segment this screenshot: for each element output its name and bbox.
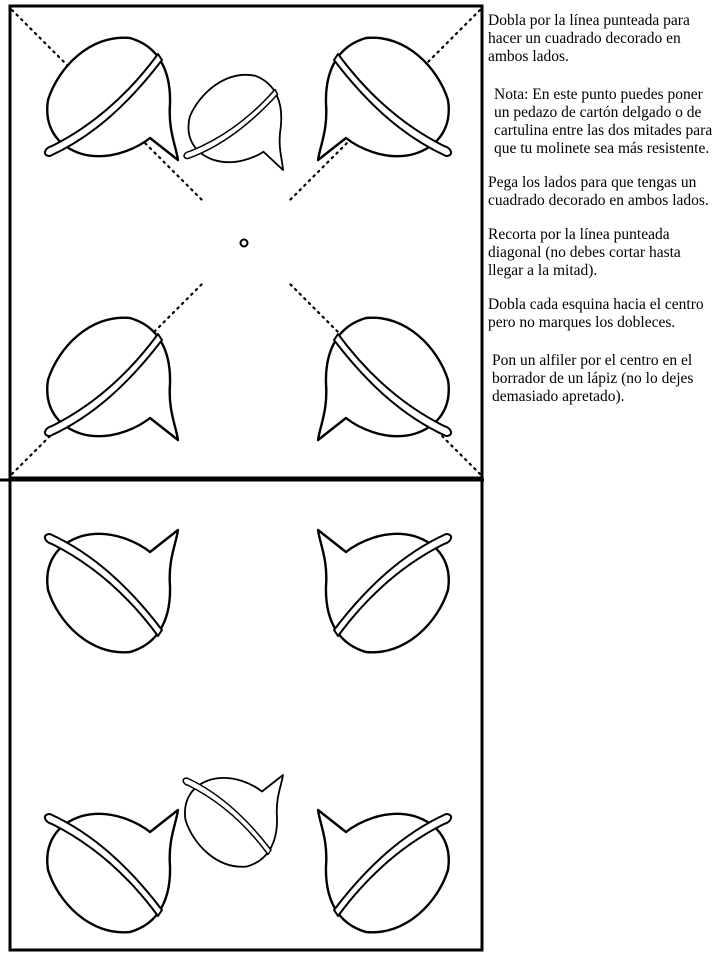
leaf-top-lower-right — [318, 318, 451, 440]
leaf-top-upper-right — [318, 38, 451, 160]
instruction-glue: Pega los lados para que tengas un cuadrado decorado en ambos lados. — [488, 174, 709, 209]
instruction-note: Nota: En este punto puedes poner un pedazo de cartón delgado o de cartulina entre las dos mitades para que tu molinete sea más resistente. — [494, 86, 713, 157]
instruction-fold: Dobla por la línea punteada para hacer un cuadrado decorado en ambos lados. — [488, 12, 690, 65]
leaf-bottom-upper-left — [45, 530, 178, 652]
leaf-bottom-lower-right — [318, 810, 451, 932]
leaf-bottom-center — [183, 775, 283, 867]
instructions-panel — [488, 12, 716, 422]
leaf-bottom-lower-left — [45, 810, 178, 932]
leaf-bottom-upper-right — [318, 530, 451, 652]
leaf-top-lower-left — [45, 318, 178, 440]
instruction-corners: Dobla cada esquina hacia el centro pero no marques los dobleces. — [488, 296, 704, 331]
leaf-top-upper-left — [45, 38, 178, 160]
instruction-pin: Pon un alfiler por el centro en el borrador de un lápiz (no lo dejes demasiado apretado). — [492, 352, 694, 405]
leaf-top-center — [184, 70, 291, 247]
instruction-cut: Recorta por la línea punteada diagonal (no debes cortar hasta llegar a la mitad). — [488, 226, 681, 279]
